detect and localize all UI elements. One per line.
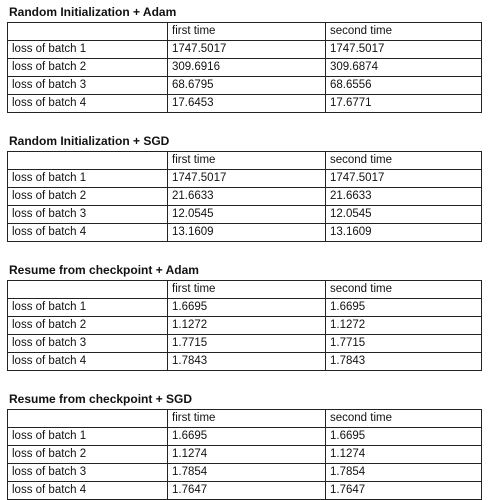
row-label: loss of batch 2 <box>8 317 168 335</box>
section-random-init-sgd <box>7 134 482 242</box>
second-time-value: 1.7715 <box>326 335 482 353</box>
header-cell-empty <box>8 23 168 41</box>
header-cell-second-time: second time <box>326 281 482 299</box>
second-time-value: 1.7843 <box>326 353 482 371</box>
table-row <box>8 170 482 188</box>
loss-table <box>7 151 482 242</box>
second-time-value: 1.6695 <box>326 299 482 317</box>
first-time-value: 1.6695 <box>168 299 326 317</box>
second-time-value: 1.6695 <box>326 428 482 446</box>
second-time-value: 1.7647 <box>326 482 482 500</box>
first-time-value: 1.7647 <box>168 482 326 500</box>
table-header-row <box>8 23 482 41</box>
first-time-value: 1.7843 <box>168 353 326 371</box>
second-time-value: 68.6556 <box>326 77 482 95</box>
row-label: loss of batch 4 <box>8 224 168 242</box>
row-label: loss of batch 2 <box>8 59 168 77</box>
loss-table <box>7 280 482 371</box>
table-header-row <box>8 410 482 428</box>
table-row <box>8 41 482 59</box>
section-title: Resume from checkpoint + SGD <box>9 392 193 406</box>
first-time-value: 1.7715 <box>168 335 326 353</box>
row-label: loss of batch 4 <box>8 353 168 371</box>
second-time-value: 1747.5017 <box>326 41 482 59</box>
first-time-value: 309.6916 <box>168 59 326 77</box>
second-time-value: 12.0545 <box>326 206 482 224</box>
table-row <box>8 224 482 242</box>
loss-table <box>7 409 482 500</box>
row-label: loss of batch 1 <box>8 170 168 188</box>
second-time-value: 309.6874 <box>326 59 482 77</box>
header-cell-first-time: first time <box>168 23 326 41</box>
header-cell-second-time: second time <box>326 23 482 41</box>
table-row <box>8 446 482 464</box>
first-time-value: 12.0545 <box>168 206 326 224</box>
table-row <box>8 95 482 113</box>
table-row <box>8 482 482 500</box>
row-label: loss of batch 3 <box>8 464 168 482</box>
first-time-value: 13.1609 <box>168 224 326 242</box>
table-row <box>8 77 482 95</box>
first-time-value: 1.1272 <box>168 317 326 335</box>
second-time-value: 13.1609 <box>326 224 482 242</box>
second-time-value: 1.7854 <box>326 464 482 482</box>
second-time-value: 1.1274 <box>326 446 482 464</box>
row-label: loss of batch 1 <box>8 299 168 317</box>
first-time-value: 1.1274 <box>168 446 326 464</box>
header-cell-empty <box>8 410 168 428</box>
table-row <box>8 59 482 77</box>
row-label: loss of batch 3 <box>8 335 168 353</box>
first-time-value: 1747.5017 <box>168 170 326 188</box>
first-time-value: 1.7854 <box>168 464 326 482</box>
row-label: loss of batch 4 <box>8 95 168 113</box>
loss-table <box>7 22 482 113</box>
second-time-value: 21.6633 <box>326 188 482 206</box>
section-title: Resume from checkpoint + Adam <box>9 263 199 277</box>
row-label: loss of batch 1 <box>8 428 168 446</box>
first-time-value: 17.6453 <box>168 95 326 113</box>
header-cell-empty <box>8 281 168 299</box>
row-label: loss of batch 2 <box>8 446 168 464</box>
table-row <box>8 206 482 224</box>
first-time-value: 68.6795 <box>168 77 326 95</box>
table-header-row <box>8 281 482 299</box>
row-label: loss of batch 1 <box>8 41 168 59</box>
second-time-value: 1747.5017 <box>326 170 482 188</box>
row-label: loss of batch 4 <box>8 482 168 500</box>
header-cell-first-time: first time <box>168 152 326 170</box>
table-row <box>8 299 482 317</box>
row-label: loss of batch 3 <box>8 77 168 95</box>
first-time-value: 21.6633 <box>168 188 326 206</box>
section-resume-checkpoint-sgd <box>7 392 482 500</box>
table-row <box>8 317 482 335</box>
section-title: Random Initialization + SGD <box>9 134 170 148</box>
table-row <box>8 188 482 206</box>
section-title: Random Initialization + Adam <box>9 5 177 19</box>
second-time-value: 17.6771 <box>326 95 482 113</box>
row-label: loss of batch 3 <box>8 206 168 224</box>
header-cell-first-time: first time <box>168 410 326 428</box>
table-row <box>8 335 482 353</box>
table-row <box>8 353 482 371</box>
header-cell-second-time: second time <box>326 152 482 170</box>
row-label: loss of batch 2 <box>8 188 168 206</box>
first-time-value: 1747.5017 <box>168 41 326 59</box>
second-time-value: 1.1272 <box>326 317 482 335</box>
header-cell-empty <box>8 152 168 170</box>
section-resume-checkpoint-adam <box>7 263 482 371</box>
table-header-row <box>8 152 482 170</box>
header-cell-second-time: second time <box>326 410 482 428</box>
table-row <box>8 428 482 446</box>
section-random-init-adam <box>7 5 482 113</box>
first-time-value: 1.6695 <box>168 428 326 446</box>
header-cell-first-time: first time <box>168 281 326 299</box>
table-row <box>8 464 482 482</box>
